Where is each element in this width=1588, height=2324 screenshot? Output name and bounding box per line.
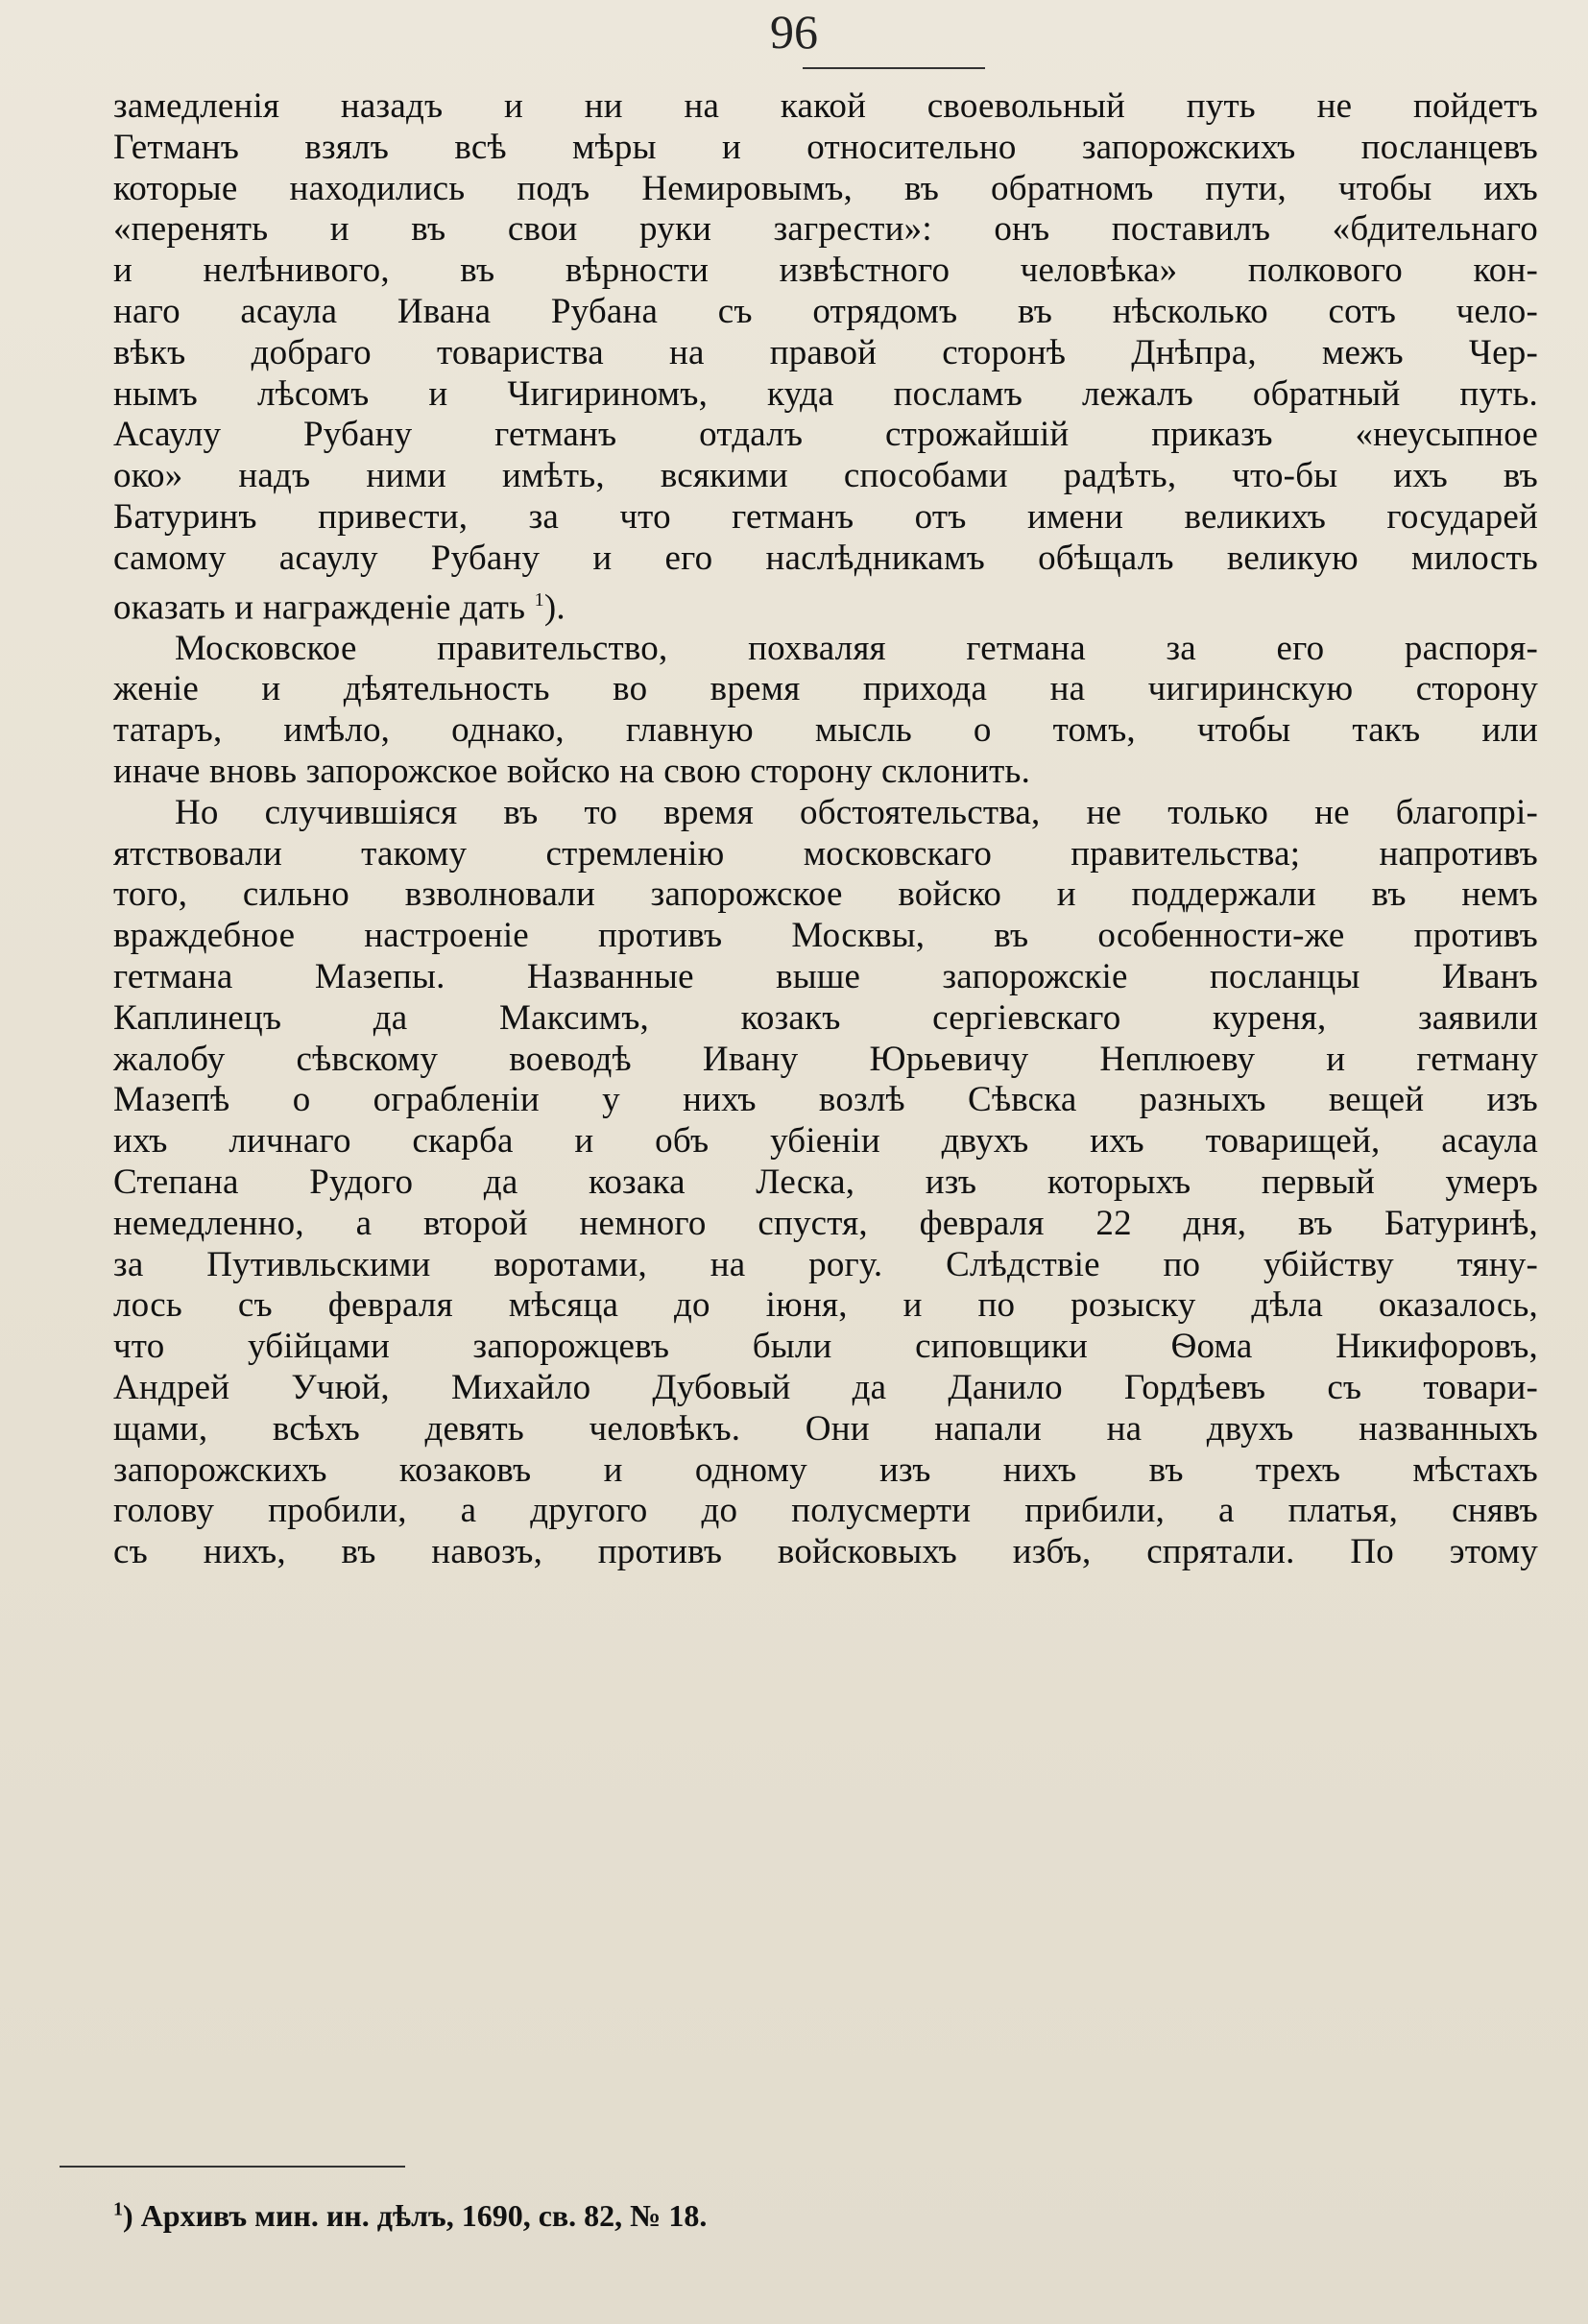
text-line: и нелѣнивого, въ вѣрности извѣстного человѣка» полкового кон- <box>113 251 1538 291</box>
text-line: Мазепѣ о ограбленіи у нихъ возлѣ Сѣвска разныхъ вещей изъ <box>113 1080 1538 1120</box>
text-line: замедленія назадъ и ни на какой своевольный путь не пойдетъ <box>113 86 1538 126</box>
text-line: враждебное настроеніе противъ Москвы, въ особенности-же противъ <box>113 916 1538 956</box>
footnote <box>113 2198 707 2234</box>
text-line: немедленно, а второй немного спустя, февраля 22 дня, въ Батуринѣ, <box>113 1203 1538 1243</box>
text-line: ятствовали такому стремленію московскаго правительства; напротивъ <box>113 833 1538 874</box>
text-line: того, сильно взволновали запорожское войско и поддержали въ немъ <box>113 874 1538 915</box>
footnote-marker: 1 <box>113 2198 123 2220</box>
text-line: съ нихъ, въ навозъ, противъ войсковыхъ избъ, спрятали. По этому <box>113 1532 1538 1572</box>
text-line: женіе и дѣятельность во время прихода на чигиринскую сторону <box>113 669 1538 709</box>
text-line: Гетманъ взялъ всѣ мѣры и относительно запорожскихъ посланцевъ <box>113 127 1538 167</box>
text-line: ихъ личнаго скарба и объ убіеніи двухъ ихъ товарищей, асаула <box>113 1121 1538 1162</box>
text-line: «перенять и въ свои руки загрести»: онъ поставилъ «бдительнаго <box>113 209 1538 250</box>
text-line: нымъ лѣсомъ и Чигириномъ, куда посламъ лежалъ обратный путь. <box>113 373 1538 414</box>
text-line: Асаулу Рубану гетманъ отдалъ строжайшій приказъ «неусыпное <box>113 415 1538 455</box>
footnote-rule <box>60 2166 405 2168</box>
footnote-text: ) Архивъ мин. ин. дѣлъ, 1690, св. 82, № 18. <box>123 2198 708 2233</box>
line-tail: ). <box>543 587 565 627</box>
text-line <box>113 580 1538 629</box>
text-line: щами, всѣхъ девять человѣкъ. Они напали на двухъ названныхъ <box>113 1408 1538 1449</box>
text-line: Каплинецъ да Максимъ, козакъ сергіевскаго куреня, заявили <box>113 997 1538 1038</box>
text-line: за Путивльскими воротами, на рогу. Слѣдствіе по убійству тяну- <box>113 1244 1538 1284</box>
text-line: Андрей Учюй, Михайло Дубовый да Данило Гордѣевъ съ товари- <box>113 1368 1538 1408</box>
text-line: наго асаула Ивана Рубана съ отрядомъ въ нѣсколько сотъ чело- <box>113 291 1538 331</box>
text-line: жалобу сѣвскому воеводѣ Ивану Юрьевичу Неплюеву и гетману <box>113 1039 1538 1079</box>
text-line: татаръ, имѣло, однако, главную мысль о томъ, чтобы такъ или <box>113 710 1538 751</box>
header-rule <box>803 67 985 69</box>
text-line: око» надъ ними имѣть, всякими способами радѣть, что-бы ихъ въ <box>113 456 1538 496</box>
text-line: которые находились подъ Немировымъ, въ обратномъ пути, чтобы ихъ <box>113 168 1538 208</box>
text-line: Степана Рудого да козака Леска, изъ которыхъ первый умеръ <box>113 1162 1538 1203</box>
footnote-reference: 1 <box>534 588 544 611</box>
text-line: Батуринъ привести, за что гетманъ отъ имени великихъ государей <box>113 496 1538 537</box>
text-line: Московское правительство, похваляя гетмана за его распоря- <box>175 628 1538 668</box>
text-line: самому асаулу Рубану и его наслѣдникамъ обѣщалъ великую милость <box>113 538 1538 578</box>
text-line: голову пробили, а другого до полусмерти прибили, а платья, снявъ <box>113 1491 1538 1531</box>
text-line: иначе вновь запорожское войско на свою сторону склонить. <box>113 752 1031 792</box>
text-line: лось съ февраля мѣсяца до іюня, и по розыску дѣла оказалось, <box>113 1285 1538 1326</box>
text-line: Но случившіяся въ то время обстоятельства, не только не благопрі- <box>175 792 1538 832</box>
text-line: гетмана Мазепы. Названные выше запорожскіе посланцы Иванъ <box>113 957 1538 997</box>
body-text <box>113 86 1538 1573</box>
text-line: что убійцами запорожцевъ были сиповщики Ѳома Никифоровъ, <box>113 1327 1538 1367</box>
text-line: запорожскихъ козаковъ и одному изъ нихъ въ трехъ мѣстахъ <box>113 1450 1538 1490</box>
line-text: оказать и награжденіе дать <box>113 587 526 627</box>
page-number: 96 <box>770 5 818 59</box>
text-line: вѣкъ добраго товариства на правой сторонѣ Днѣпра, межъ Чер- <box>113 332 1538 372</box>
